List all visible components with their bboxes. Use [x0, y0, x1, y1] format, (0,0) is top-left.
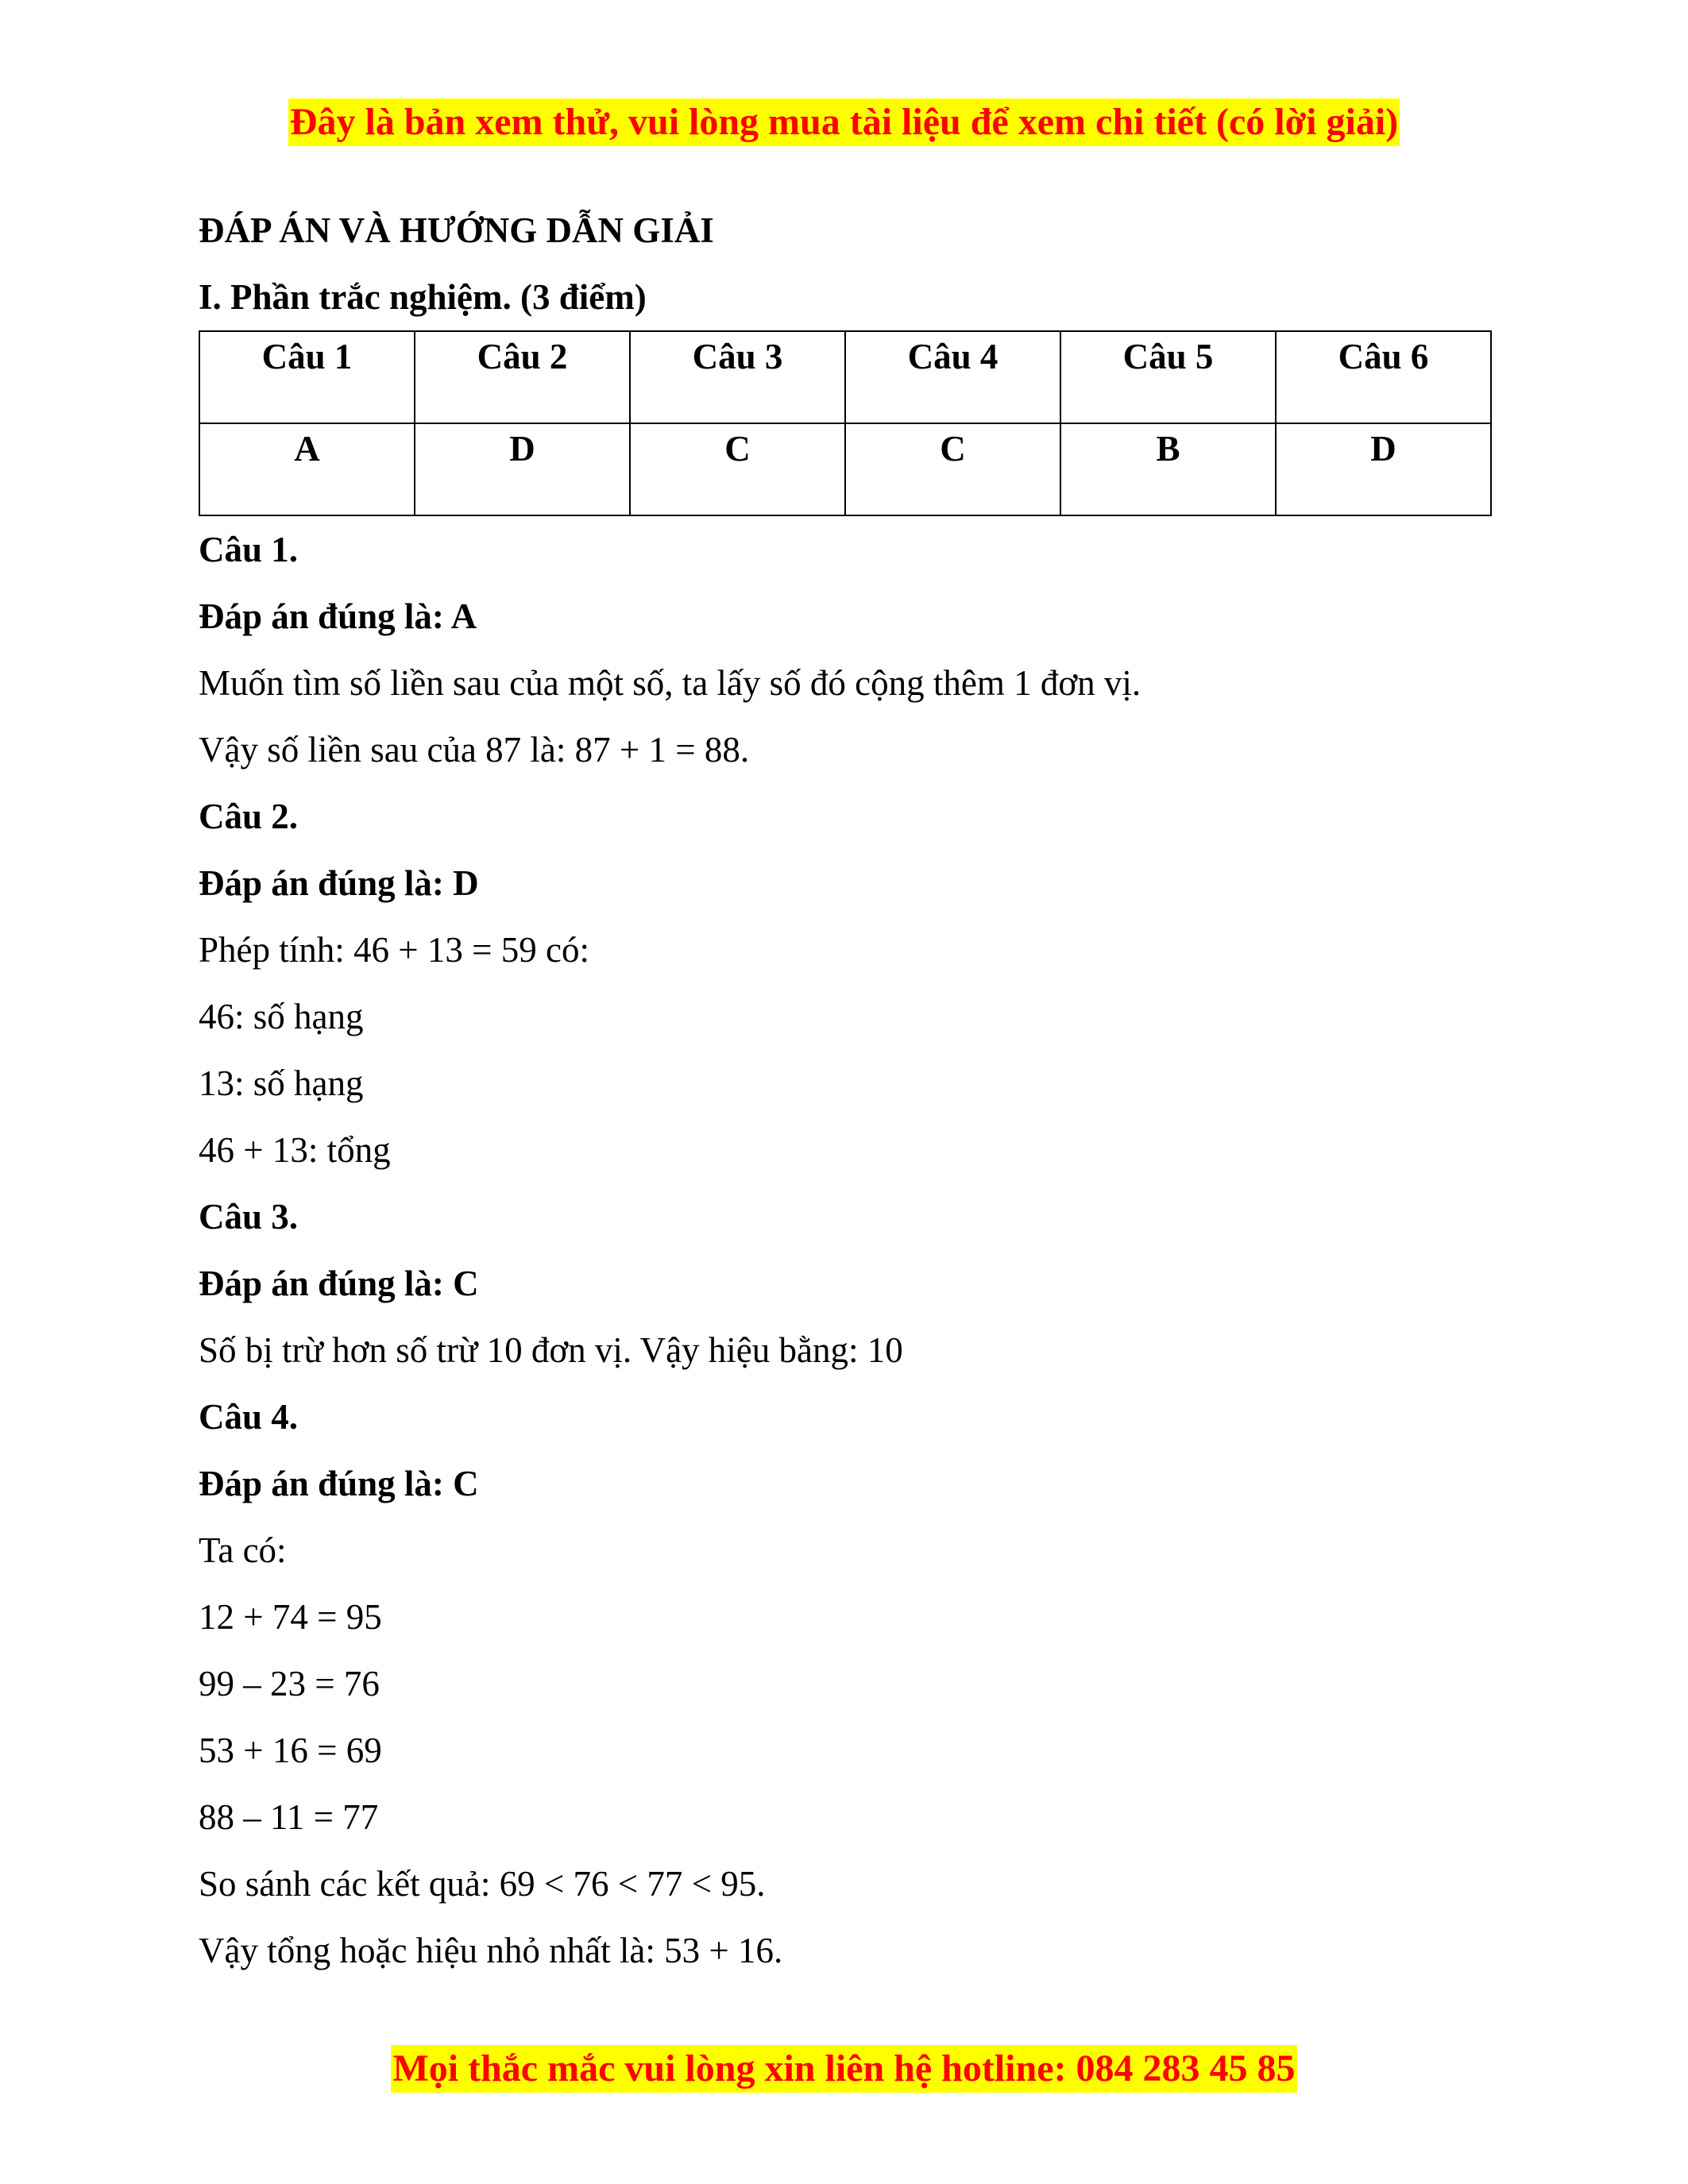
answer-table-answer-cell: C — [845, 423, 1060, 515]
answer-table-header-cell: Câu 3 — [630, 331, 845, 423]
answer-table-answer-cell: D — [1276, 423, 1491, 515]
explanation-line: Ta có: — [199, 1530, 287, 1570]
question-label: Câu 2. — [199, 797, 299, 836]
explanation-line: 46 + 13: tổng — [199, 1130, 391, 1170]
answer-table-answer-row — [199, 423, 1491, 515]
correct-answer: Đáp án đúng là: C — [199, 1464, 479, 1503]
question-label: Câu 4. — [199, 1397, 299, 1437]
answer-table — [199, 330, 1492, 516]
correct-answer: Đáp án đúng là: A — [199, 596, 477, 636]
answer-table-header-cell: Câu 4 — [845, 331, 1060, 423]
header-notice-row — [0, 98, 1688, 146]
correct-answer: Đáp án đúng là: C — [199, 1264, 479, 1303]
footer-notice-row — [0, 2045, 1688, 2093]
answer-table-answer-cell: C — [630, 423, 845, 515]
explanation-line: 99 – 23 = 76 — [199, 1664, 380, 1704]
explanation-line: 88 – 11 = 77 — [199, 1797, 379, 1837]
answer-table-header-cell: Câu 6 — [1276, 331, 1491, 423]
explanation-line: Số bị trừ hơn số trừ 10 đơn vị. Vậy hiệu bằng: 10 — [199, 1330, 903, 1370]
explanation-line: 13: số hạng — [199, 1063, 364, 1103]
header-notice: Đây là bản xem thử, vui lòng mua tài liệu để xem chi tiết (có lời giải) — [288, 98, 1400, 146]
answer-table-answer-cell: D — [415, 423, 630, 515]
correct-answer: Đáp án đúng là: D — [199, 863, 479, 903]
section-heading: I. Phần trắc nghiệm. (3 điểm) — [199, 277, 647, 317]
document-content — [199, 197, 1493, 1984]
explanation-line: Vậy số liền sau của 87 là: 87 + 1 = 88. — [199, 730, 750, 770]
explanation-line: 53 + 16 = 69 — [199, 1731, 382, 1770]
answer-table-header-cell: Câu 5 — [1060, 331, 1276, 423]
answer-table-header-row — [199, 331, 1491, 423]
answer-table-header-cell: Câu 1 — [199, 331, 415, 423]
explanation-line: So sánh các kết quả: 69 < 76 < 77 < 95. — [199, 1864, 766, 1904]
answer-table-header-cell: Câu 2 — [415, 331, 630, 423]
answer-table-answer-cell: B — [1060, 423, 1276, 515]
question-label: Câu 3. — [199, 1197, 299, 1237]
explanation-line: Phép tính: 46 + 13 = 59 có: — [199, 930, 589, 970]
explanation-line: Vậy tổng hoặc hiệu nhỏ nhất là: 53 + 16. — [199, 1931, 783, 1970]
question-label: Câu 1. — [199, 530, 299, 569]
explanation-line: 46: số hạng — [199, 997, 364, 1036]
document-title: ĐÁP ÁN VÀ HƯỚNG DẪN GIẢI — [199, 210, 714, 250]
explanation-line: Muốn tìm số liền sau của một số, ta lấy số đó cộng thêm 1 đơn vị. — [199, 663, 1141, 703]
explanation-line: 12 + 74 = 95 — [199, 1597, 382, 1637]
answer-table-answer-cell: A — [199, 423, 415, 515]
footer-notice: Mọi thắc mắc vui lòng xin liên hệ hotline: 084 283 45 85 — [391, 2045, 1296, 2093]
